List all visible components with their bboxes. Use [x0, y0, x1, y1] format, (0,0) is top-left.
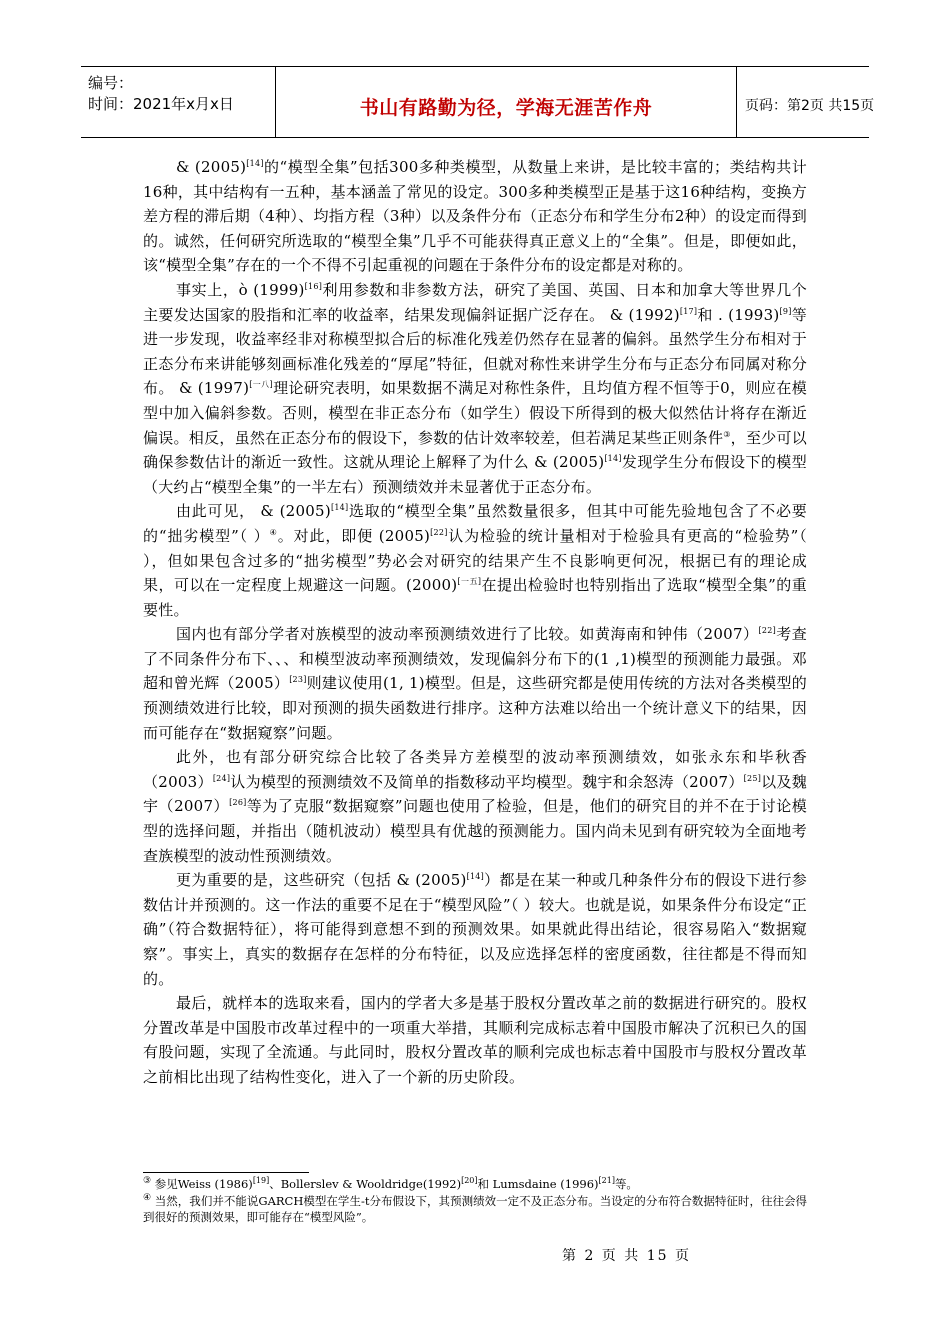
footnote-ref-4: ④: [269, 527, 278, 537]
header-page-info: 页码：第2页 共15页: [745, 98, 875, 114]
header-motto: 书山有路勤为径，学海无涯苦作舟: [359, 97, 653, 119]
footnote-3: ③ 参见Weiss (1986)[19]、Bollerslev & Wooldridge(1992)[20]和 Lumsdaine (1996)[21]等。: [143, 1176, 638, 1191]
paragraph-1: & (2005)[14]的“模型全集”包括300多种类模型，从数量上来讲，是比较丰富的；类结构共计16种，其中结构有一五种，基本涵盖了常见的设定。300多种类模型正是基于这16种结构，变换方差方程的滞后期（4种）、均指方程（3种）以及条件分布（正态分布和学生分布2种）的设定而得到的。诚然，任何研究所选取的“模型全集”几乎不可能获得真正意义上的“全集”。但是，即便如此，该“模型全集”存在的一个不得不引起重视的问题在于条件分布的设定都是对称的。: [143, 158, 807, 275]
page-header: [81, 66, 875, 138]
paragraph-6: 更为重要的是，这些研究（包括 & (2005)[14]）都是在某一种或几种条件分布的假设下进行参数估计并预测的。这一作法的重要不足在于“模型风险”（ ）较大。也就是说，如果条件分布设定“正确”（符合数据特征），将可能得到意想不到的预测效果。如果就此得出结论，很容易陷入“数据窥察”。事实上，真实的数据存在怎样的分布特征，以及应选择怎样的密度函数，往往都是不得而知的。: [143, 871, 807, 988]
header-motto-cell: [276, 67, 737, 137]
paragraph-5: 此外，也有部分研究综合比较了各类异方差模型的波动率预测绩效，如张永东和毕秋香（2003）[24]认为模型的预测绩效不及简单的指数移动平均模型。魏宇和余怒涛（2007）[25]以及魏宇（2007）[26]等为了克服“数据窥察”问题也使用了检验，但是，他们的研究目的并不在于讨论模型的选择问题，并指出（随机波动）模型具有优越的预测能力。国内尚未见到有研究较为全面地考查族模型的波动性预测绩效。: [143, 748, 807, 865]
paragraph-3: 由此可见， & (2005)[14]选取的“模型全集”虽然数量很多，但其中可能先验地包含了不必要的“拙劣模型”（ ）④。对此，即便 (2005)[22]认为检验的统计量相对于检验具有更高的“检验势”（ ），但如果包含过多的“拙劣模型”势必会对研究的结果产生不良影响更何况，根据已有的理论成果，可以在一定程度上规避这一问题。(2000)[一五]在提出检验时也特别指出了选取“模型全集”的重要性。: [143, 502, 808, 619]
document-date: 时间：2021年x月x日: [88, 95, 234, 113]
document-number-label: 编号：: [88, 74, 134, 92]
footnote-separator: [143, 1172, 309, 1173]
header-meta-cell: [81, 67, 276, 137]
paragraph-2: 事实上，ò (1999)[16]利用参数和非参数方法，研究了美国、英国、日本和加拿大等世界几个主要发达国家的股指和汇率的收益率，结果发现偏斜证据广泛存在。 & (1992)[17]和 . (1993)[9]等进一步发现，收益率经非对称模型拟合后的标准化残差仍然存在显著的偏斜。虽然学生分布相对于正态分布来讲能够刻画标准化残差的“厚尾”特征，但就对称性来讲学生分布与正态分布同属对称分布。 & (1997)[一八]理论研究表明，如果数据不满足对称性条件，且均值方程不恒等于0，则应在模型中加入偏斜参数。否则，模型在非正态分布（如学生）假设下所得到的极大似然估计将存在渐近偏误。相反，虽然在正态分布的假设下，参数的估计效率较差，但若满足某些正则条件③，至少可以确保参数估计的渐近一致性。这就从理论上解释了为什么 & (2005)[14]发现学生分布假设下的模型（大约占“模型全集”的一半左右）预测绩效并未显著优于正态分布。: [143, 280, 807, 496]
paragraph-7: 最后，就样本的选取来看，国内的学者大多是基于股权分置改革之前的数据进行研究的。股权分置改革是中国股市改革过程中的一项重大举措，其顺利完成标志着中国股市解决了沉积已久的国有股问题，实现了全流通。与此同时，股权分置改革的顺利完成也标志着中国股市与股权分置改革之前相比出现了结构性变化，进入了一个新的历史阶段。: [143, 994, 807, 1086]
paragraph-4: 国内也有部分学者对族模型的波动率预测绩效进行了比较。如黄海南和钟伟（2007）[22]考查了不同条件分布下、、、和模型波动率预测绩效，发现偏斜分布下的(1 ,1)模型的预测能力最强。邓超和曾光辉（2005）[23]则建议使用(1, 1)模型。但是，这些研究都是使用传统的方法对各类模型的预测绩效进行比较，即对预测的损失函数进行排序。这种方法难以给出一个统计意义下的结果，因而可能存在“数据窥察”问题。: [143, 625, 807, 742]
footnotes: [143, 1176, 807, 1226]
footnote-ref-3: ③: [723, 429, 731, 439]
footnote-4: ④ 当然，我们并不能说GARCH模型在学生-t分布假设下，其预测绩效一定不及正态分布。当设定的分布符合数据特征时，往往会得到很好的预测效果，即可能存在“模型风险”。: [143, 1192, 807, 1224]
body-text: [143, 155, 807, 1090]
header-page-cell: [737, 67, 875, 137]
page-number-footer: 第 2 页 共 15 页: [562, 1248, 691, 1264]
